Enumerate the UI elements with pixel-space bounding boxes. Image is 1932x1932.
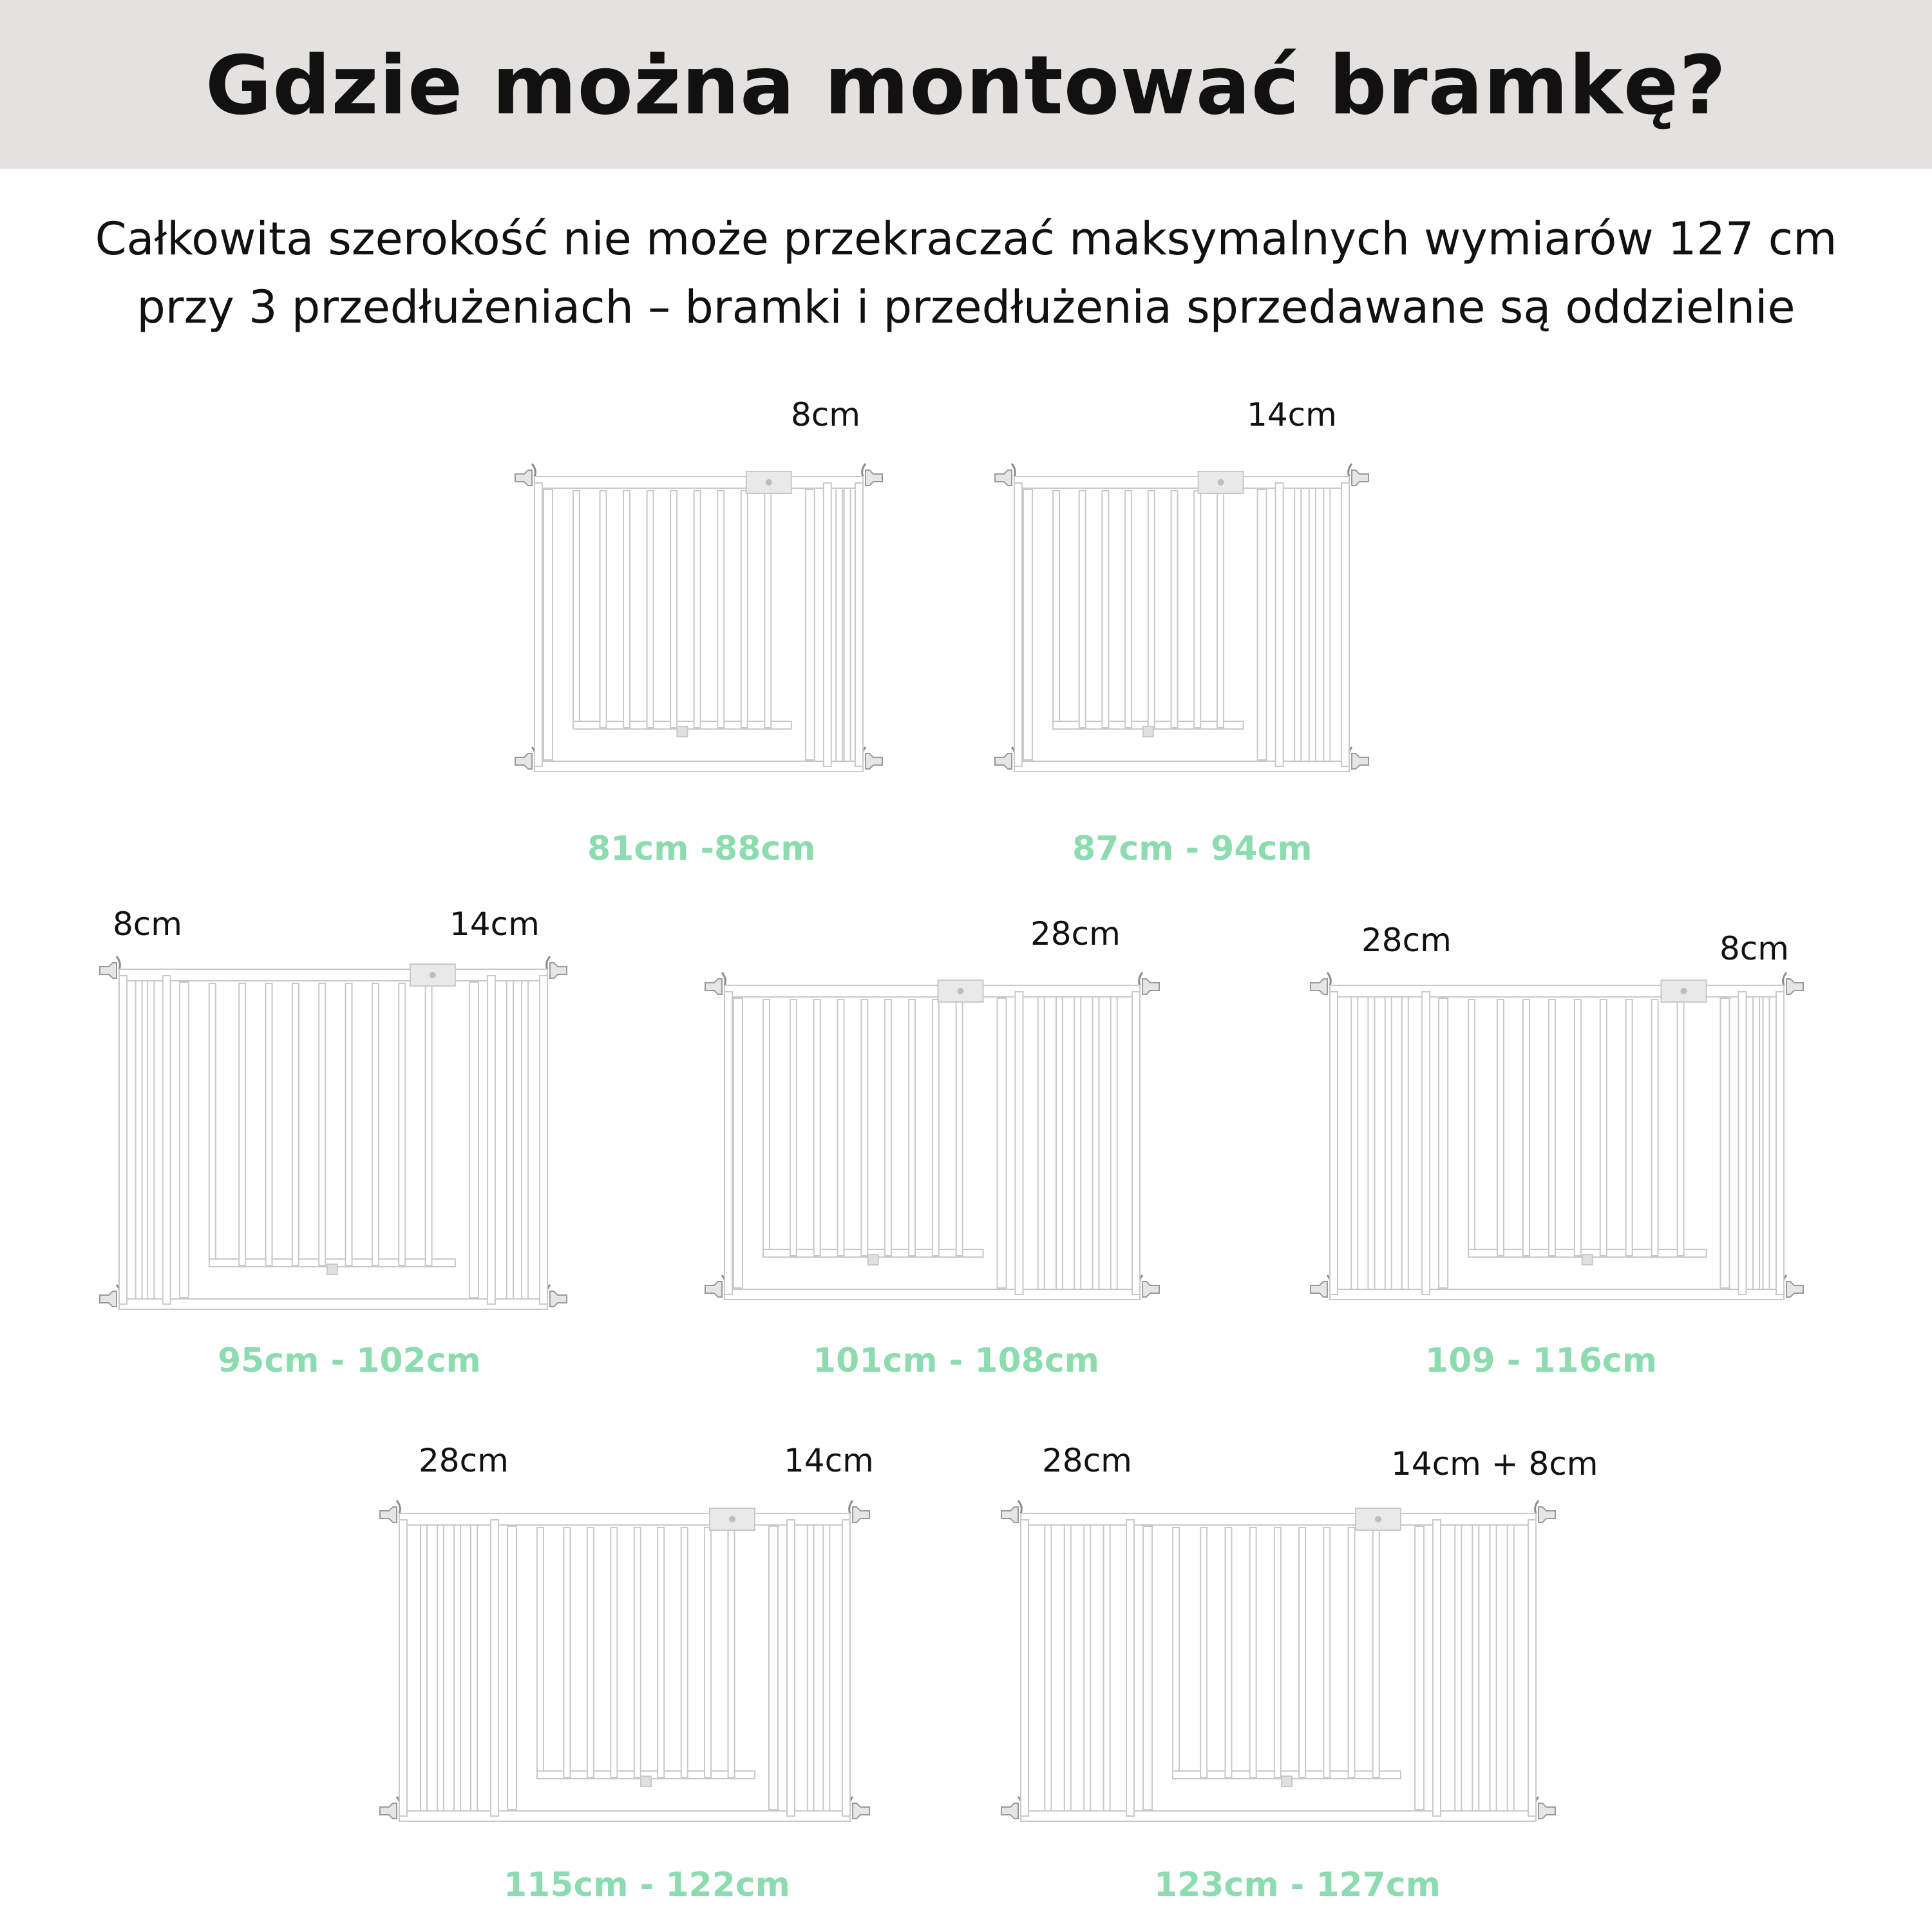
gate-door-edge: [1468, 999, 1475, 1251]
gate-bar: [600, 491, 607, 728]
extension-bar: [844, 488, 851, 761]
left-post: [1021, 1520, 1028, 1816]
extension-bar: [1351, 997, 1358, 1289]
bottom-rail: [1021, 1811, 1536, 1821]
gate-bar: [728, 1528, 735, 1777]
gate-bar: [587, 1528, 594, 1777]
gate-bar: [1678, 999, 1684, 1256]
gate-4-extension-label: 28cm: [1030, 915, 1121, 952]
bottom-rail: [1014, 761, 1349, 772]
gate-7-width-range: 123cm - 127cm: [1154, 1866, 1441, 1904]
extension-frame: [787, 1520, 795, 1816]
gate-bar: [1600, 999, 1607, 1256]
gate-5-illustration: [1304, 966, 1810, 1320]
gate-6-extension-label-left: 28cm: [419, 1442, 509, 1479]
gate-door-edge: [537, 1528, 544, 1772]
gate-bar: [838, 999, 844, 1256]
gate-5-extension-label-right: 8cm: [1719, 930, 1790, 967]
gate-hinge-icon: [641, 1776, 651, 1786]
extension-bar: [471, 1525, 477, 1811]
gate-bar: [814, 999, 820, 1256]
gate-frame-post: [1439, 998, 1448, 1288]
right-post: [540, 976, 547, 1304]
tension-bracket-icon: [853, 1803, 869, 1819]
top-rail: [535, 477, 863, 488]
tension-bracket-icon: [1352, 470, 1368, 486]
gate-hinge-icon: [677, 726, 687, 737]
latch-button-icon: [430, 972, 436, 978]
gate-bar: [956, 999, 963, 1256]
extension-frame: [491, 1520, 498, 1816]
gate-2-illustration: [989, 457, 1375, 792]
tension-bracket-icon: [1786, 979, 1803, 994]
gate-frame-post: [1023, 489, 1032, 760]
bottom-rail: [1330, 1289, 1784, 1300]
page-title: Gdzie można montować bramkę?: [205, 38, 1727, 133]
subtitle-line-1: Całkowita szerokość nie może przekraczać maksymalnych wymiarów 127 cm: [95, 213, 1837, 265]
gate-bar: [647, 491, 654, 728]
extension-bar: [421, 1525, 427, 1811]
gate-frame-post: [806, 489, 815, 760]
extension-bar: [1385, 997, 1392, 1289]
extension-frame: [824, 483, 831, 766]
extension-bar: [1093, 997, 1099, 1289]
extension-bar: [454, 1525, 460, 1811]
gate-bar: [239, 983, 245, 1265]
gate-bar: [1274, 1528, 1281, 1777]
gate-3-illustration: [93, 950, 573, 1330]
extension-bar: [1074, 997, 1081, 1289]
gate-3-extension-label-left: 8cm: [113, 905, 183, 943]
gate-bar: [319, 983, 325, 1265]
extension-bar: [1402, 997, 1408, 1289]
gate-door-edge: [763, 999, 770, 1251]
gate-bar: [1349, 1528, 1355, 1777]
tension-bracket-icon: [1001, 1803, 1018, 1819]
gate-bar: [670, 491, 677, 728]
gate-bar: [885, 999, 891, 1256]
gate-1-width-range: 81cm -88cm: [587, 829, 816, 868]
tension-bracket-icon: [515, 470, 532, 486]
top-rail: [724, 985, 1140, 997]
gate-bar: [717, 491, 724, 728]
gate-bar: [705, 1528, 711, 1777]
latch-button-icon: [958, 988, 964, 994]
gate-frame-post: [769, 1526, 778, 1810]
extension-bar: [823, 1525, 829, 1811]
tension-bracket-icon: [1539, 1803, 1555, 1819]
extension-bar: [507, 981, 513, 1299]
tension-bracket-icon: [1352, 753, 1368, 769]
extension-bar: [1038, 997, 1045, 1289]
gate-bar: [1373, 1528, 1379, 1777]
left-post: [724, 992, 732, 1294]
gate-bar: [790, 999, 797, 1256]
top-rail: [1021, 1513, 1536, 1525]
gate-bar: [1200, 1528, 1207, 1777]
gate-bar: [658, 1528, 664, 1777]
tension-bracket-icon: [1539, 1507, 1555, 1522]
gate-bar: [933, 999, 939, 1256]
extension-frame: [1276, 483, 1283, 766]
gate-2-width-range: 87cm - 94cm: [1072, 829, 1312, 868]
tension-bracket-icon: [705, 979, 722, 994]
gate-bar: [909, 999, 915, 1256]
gate-1-illustration: [509, 457, 889, 792]
gate-bar: [1102, 491, 1108, 728]
gate-bar: [1225, 1528, 1231, 1777]
top-rail: [1014, 477, 1349, 488]
latch-button-icon: [766, 479, 772, 486]
extension-bar: [808, 1525, 814, 1811]
gate-hinge-icon: [1143, 726, 1153, 737]
right-post: [855, 483, 863, 766]
gate-bar: [1194, 491, 1200, 728]
gate-7-extension-label-left: 28cm: [1042, 1442, 1132, 1479]
tension-bracket-icon: [853, 1507, 869, 1522]
extension-bar: [1753, 997, 1759, 1289]
gate-7-illustration: [995, 1494, 1562, 1842]
extension-frame: [1016, 992, 1023, 1294]
tension-bracket-icon: [1311, 979, 1327, 994]
latch-button-icon: [1218, 479, 1224, 486]
gate-bar: [346, 983, 352, 1265]
extension-frame: [1126, 1520, 1134, 1816]
gate-frame-post: [180, 982, 189, 1298]
subtitle-line-2: przy 3 przedłużeniach – bramki i przedłużenia sprzedawane są oddzielnie: [137, 281, 1795, 334]
gate-bar: [399, 983, 405, 1265]
tension-bracket-icon: [1311, 1282, 1327, 1297]
bottom-rail: [399, 1811, 850, 1821]
gate-bar: [1523, 999, 1530, 1256]
gate-hinge-icon: [327, 1264, 337, 1274]
gate-bar: [1549, 999, 1555, 1256]
extension-bar: [1323, 488, 1330, 761]
extension-bar: [1309, 488, 1316, 761]
extension-bar: [1065, 1525, 1071, 1811]
subtitle: [0, 205, 1932, 341]
gate-bar: [611, 1528, 617, 1777]
right-post: [1341, 483, 1349, 766]
gate-bar: [1148, 491, 1155, 728]
extension-bar: [1472, 1525, 1479, 1811]
bottom-rail: [119, 1299, 547, 1309]
left-post: [1014, 483, 1022, 766]
gate-door-edge: [1173, 1528, 1179, 1772]
gate-frame-post: [1415, 1526, 1424, 1810]
tension-bracket-icon: [995, 753, 1012, 769]
extension-bar: [1111, 997, 1117, 1289]
gate-door-edge: [573, 491, 580, 723]
gate-hinge-icon: [1282, 1776, 1292, 1786]
gate-bar: [426, 983, 432, 1265]
extension-bar: [1045, 1525, 1051, 1811]
bottom-rail: [724, 1289, 1140, 1300]
extension-frame: [1422, 992, 1430, 1294]
tension-bracket-icon: [1786, 1282, 1803, 1297]
tension-bracket-icon: [1001, 1507, 1018, 1522]
gate-frame-post: [1143, 1526, 1152, 1810]
gate-bar: [1171, 491, 1178, 728]
right-post: [1776, 992, 1784, 1294]
gate-frame-post: [507, 1526, 516, 1810]
gate-6-width-range: 115cm - 122cm: [504, 1866, 790, 1904]
tension-bracket-icon: [995, 470, 1012, 486]
gate-bar: [1497, 999, 1504, 1256]
extension-bar: [437, 1525, 444, 1811]
gate-bar: [764, 491, 771, 728]
gate-5-extension-label-left: 28cm: [1361, 922, 1452, 959]
right-post: [842, 1520, 850, 1816]
extension-frame: [163, 976, 171, 1304]
gate-bar: [1652, 999, 1658, 1256]
left-post: [1330, 992, 1338, 1294]
extension-bar: [836, 488, 842, 761]
gate-3-width-range: 95cm - 102cm: [218, 1341, 481, 1380]
gate-bar: [265, 983, 272, 1265]
tension-bracket-icon: [380, 1507, 397, 1522]
gate-bar: [1626, 999, 1633, 1256]
tension-bracket-icon: [550, 1291, 567, 1307]
extension-bar: [522, 981, 528, 1299]
gate-bar: [1323, 1528, 1330, 1777]
gate-frame-post: [1721, 998, 1730, 1288]
extension-bar: [1763, 997, 1770, 1289]
extension-bar: [1084, 1525, 1090, 1811]
gate-6-illustration: [374, 1494, 876, 1842]
gate-bar: [292, 983, 299, 1265]
latch-button-icon: [1375, 1516, 1381, 1522]
extension-bar: [1455, 1525, 1461, 1811]
extension-bar: [147, 981, 154, 1299]
extension-bar: [1368, 997, 1374, 1289]
left-post: [535, 483, 542, 766]
gate-2-extension-label: 14cm: [1247, 396, 1337, 433]
tension-bracket-icon: [515, 753, 532, 769]
latch-button-icon: [729, 1516, 735, 1522]
tension-bracket-icon: [866, 753, 882, 769]
gate-4-illustration: [699, 966, 1166, 1320]
gate-door-edge: [1053, 491, 1059, 723]
gate-frame-post: [1258, 489, 1267, 760]
bottom-rail: [535, 761, 863, 772]
header-bar: [0, 0, 1932, 169]
gate-bar: [861, 999, 867, 1256]
tension-bracket-icon: [1142, 1282, 1159, 1297]
gate-bar: [1125, 491, 1132, 728]
gate-bar: [564, 1528, 570, 1777]
tension-bracket-icon: [100, 1291, 117, 1307]
left-post: [119, 976, 127, 1304]
right-post: [1528, 1520, 1536, 1816]
extension-bar: [1508, 1525, 1514, 1811]
left-post: [399, 1520, 407, 1816]
gate-frame-post: [544, 489, 553, 760]
tension-bracket-icon: [380, 1803, 397, 1819]
extension-frame: [1739, 992, 1747, 1294]
gate-bar: [681, 1528, 688, 1777]
tension-bracket-icon: [1142, 979, 1159, 994]
extension-bar: [1294, 488, 1301, 761]
gate-bar: [634, 1528, 641, 1777]
top-rail: [399, 1513, 850, 1525]
gate-3-extension-label-right: 14cm: [450, 905, 540, 943]
gate-bar: [1217, 491, 1224, 728]
gate-bar: [372, 983, 379, 1265]
gate-6-extension-label-right: 14cm: [784, 1442, 874, 1479]
tension-bracket-icon: [550, 963, 567, 978]
gate-bar: [694, 491, 701, 728]
extension-frame: [1433, 1520, 1441, 1816]
extension-bar: [1490, 1525, 1497, 1811]
gate-frame-post: [734, 998, 743, 1288]
gate-bar: [623, 491, 630, 728]
gate-bar: [1079, 491, 1086, 728]
gate-5-width-range: 109 - 116cm: [1425, 1341, 1657, 1380]
gate-1-extension-label: 8cm: [791, 396, 861, 433]
gate-hinge-icon: [1582, 1255, 1593, 1265]
latch-button-icon: [1681, 988, 1687, 994]
gate-7-extension-label-right: 14cm + 8cm: [1391, 1445, 1598, 1482]
top-rail: [1330, 985, 1784, 997]
top-rail: [119, 969, 547, 981]
gate-bar: [1250, 1528, 1256, 1777]
gate-hinge-icon: [868, 1255, 878, 1265]
right-post: [1132, 992, 1140, 1294]
gate-frame-post: [998, 998, 1007, 1288]
gate-bar: [1299, 1528, 1305, 1777]
tension-bracket-icon: [705, 1282, 722, 1297]
extension-bar: [1104, 1525, 1110, 1811]
gate-bar: [1575, 999, 1581, 1256]
gate-bar: [741, 491, 748, 728]
extension-bar: [136, 981, 142, 1299]
extension-bar: [1056, 997, 1063, 1289]
gate-frame-post: [469, 982, 478, 1298]
extension-frame: [488, 976, 495, 1304]
tension-bracket-icon: [866, 470, 882, 486]
gate-4-width-range: 101cm - 108cm: [813, 1341, 1099, 1380]
gate-door-edge: [209, 983, 216, 1260]
tension-bracket-icon: [100, 963, 117, 978]
